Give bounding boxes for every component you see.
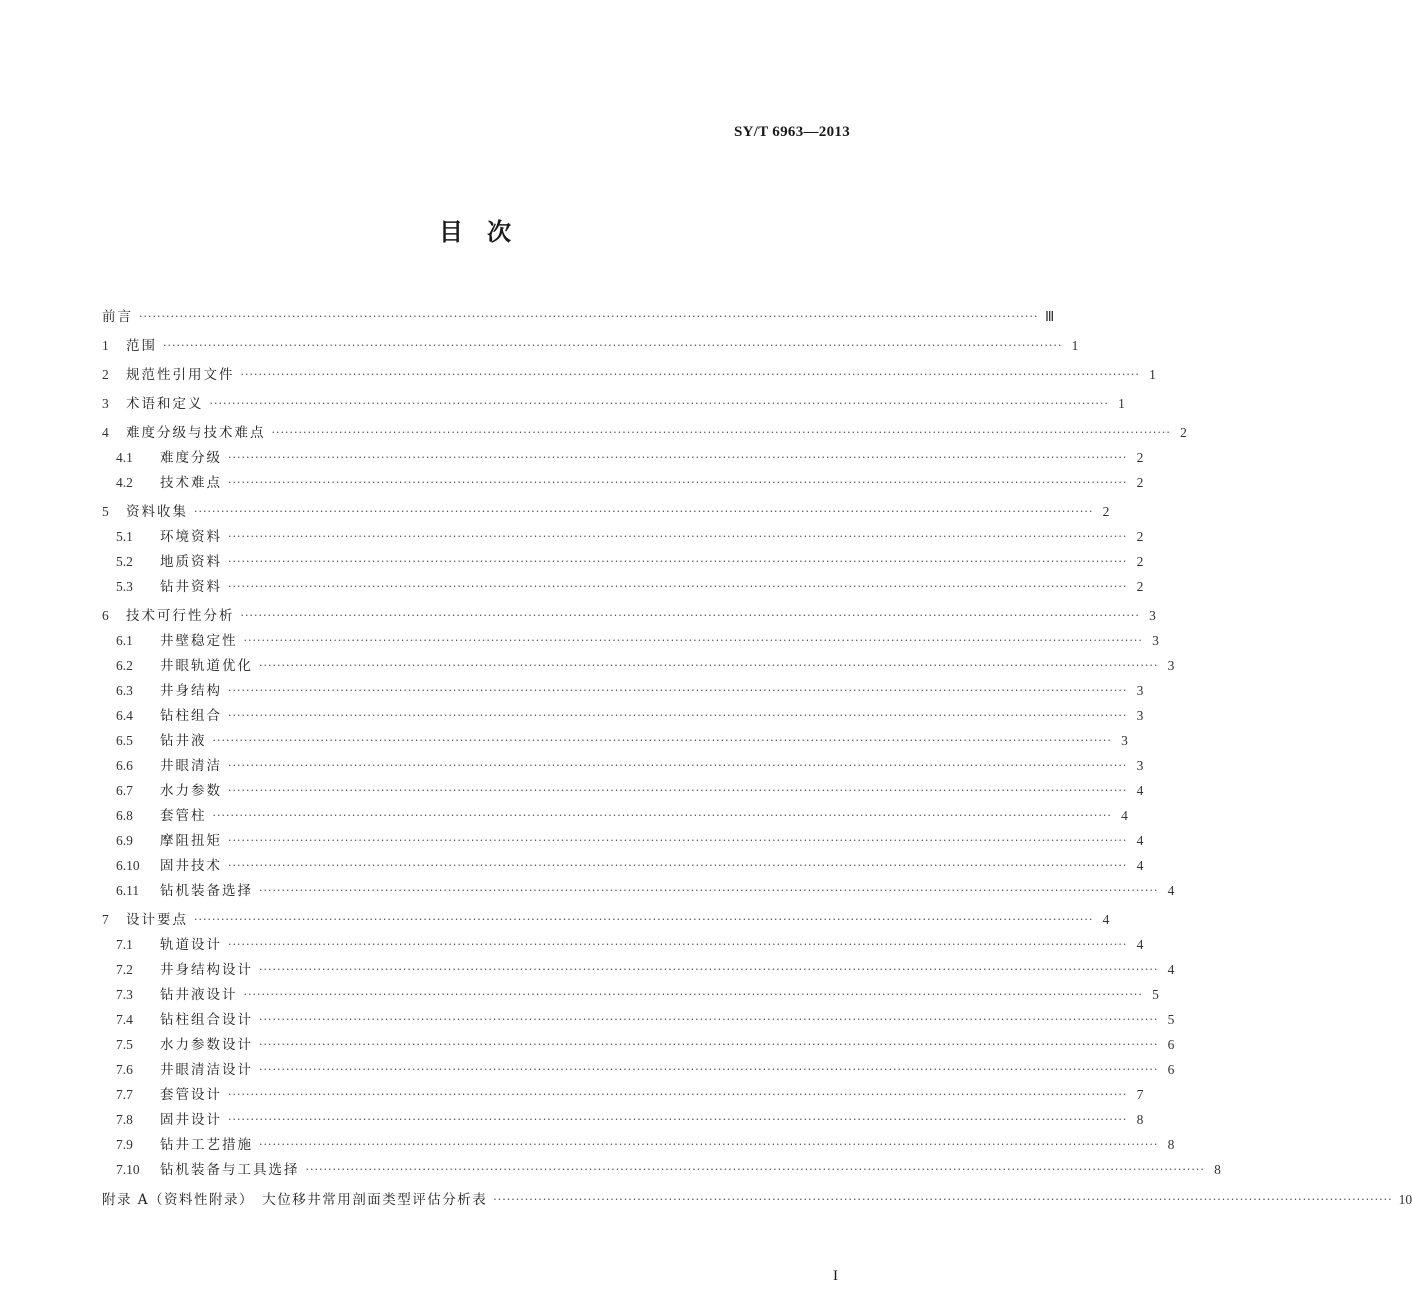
toc-entry-page: 2 — [1136, 554, 1144, 569]
toc-entry-page: 7 — [1136, 1087, 1144, 1102]
toc-entry-title: 井壁稳定性 — [160, 633, 238, 649]
toc-entry-title: 前言 — [102, 309, 133, 325]
toc-entry-number: 6.4 — [116, 708, 133, 723]
toc-entry-title: 难度分级与技术难点 — [126, 425, 266, 441]
toc-entry-page: 2 — [1136, 529, 1144, 544]
toc-leader-dots: ········································································································································································································ — [228, 938, 1128, 951]
toc-entry-title: 钻机装备与工具选择 — [160, 1162, 300, 1178]
toc-entry-title: 井眼清洁设计 — [160, 1062, 253, 1078]
toc-entry — [102, 1054, 1175, 1079]
toc-entry-number: 4 — [102, 425, 109, 440]
toc-leader-dots: ········································································································································································································ — [228, 834, 1128, 847]
toc-entry — [102, 625, 1159, 650]
toc-entry-page: 2 — [1180, 425, 1187, 440]
toc-entry-number: 6.8 — [116, 808, 133, 823]
toc-leader-dots: ········································································································································································································ — [271, 426, 1171, 439]
toc-entry-title: 环境资料 — [160, 529, 222, 545]
toc-entry — [102, 929, 1144, 954]
toc-leader-dots: ········································································································································································································ — [240, 368, 1140, 381]
toc-entry-page: 10 — [1398, 1192, 1412, 1207]
toc-entry-page: 4 — [1167, 962, 1175, 977]
toc-entry-title: 附录 A（资料性附录） 大位移井常用剖面类型评估分析表 — [102, 1192, 488, 1208]
toc-entry — [102, 979, 1159, 1004]
toc-leader-dots: ········································································································································································································ — [228, 555, 1128, 568]
toc-entry-number: 7.2 — [116, 962, 133, 977]
toc-leader-dots: ········································································································································································································ — [228, 859, 1128, 872]
toc-entry — [102, 650, 1175, 675]
toc-entry-title: 钻井液设计 — [160, 987, 238, 1003]
toc-entry-number: 7.6 — [116, 1062, 133, 1077]
toc-entry — [102, 775, 1144, 800]
toc-entry-number: 7 — [102, 912, 109, 927]
toc-leader-dots: ········································································································································································································ — [228, 709, 1128, 722]
toc-entry-title: 摩阻扭矩 — [160, 833, 222, 849]
toc-entry-title: 资料收集 — [126, 504, 188, 520]
toc-entry — [102, 521, 1144, 546]
toc-entry-page: 3 — [1121, 733, 1128, 748]
toc-entry — [102, 825, 1144, 850]
toc-entry-number: 3 — [102, 396, 109, 411]
toc-entry-number: 5.2 — [116, 554, 133, 569]
toc-leader-dots: ········································································································································································································ — [228, 1113, 1128, 1126]
toc-entry-title: 固井设计 — [160, 1112, 222, 1128]
toc-entry-page: Ⅲ — [1045, 309, 1055, 324]
toc-leader-dots: ········································································································································································································ — [228, 451, 1128, 464]
toc-entry-number: 5 — [102, 504, 109, 519]
page-title: 目 次 — [439, 218, 511, 246]
toc-leader-dots: ········································································································································································································ — [305, 1163, 1205, 1176]
toc-leader-dots: ········································································································································································································ — [228, 580, 1128, 593]
toc-leader-dots: ········································································································································································································ — [259, 1038, 1159, 1051]
toc-entry-page: 2 — [1136, 579, 1144, 594]
toc-entry-title: 技术难点 — [160, 475, 222, 491]
toc-entry-title: 设计要点 — [126, 912, 188, 928]
toc-entry-number: 6.3 — [116, 683, 133, 698]
toc-entry-title: 规范性引用文件 — [126, 367, 235, 383]
toc-entry — [102, 492, 1110, 521]
toc-entry-title: 水力参数 — [160, 783, 222, 799]
toc-leader-dots: ········································································································································································································ — [209, 397, 1109, 410]
toc-entry-page: 6 — [1167, 1037, 1175, 1052]
toc-entry — [102, 467, 1144, 492]
toc-entry — [102, 571, 1144, 596]
toc-entry — [102, 1004, 1175, 1029]
toc-entry — [102, 413, 1187, 442]
toc-entry-number: 7.8 — [116, 1112, 133, 1127]
toc-entry-number: 4.2 — [116, 475, 133, 490]
toc-leader-dots: ········································································································································································································ — [240, 609, 1140, 622]
table-of-contents — [102, 296, 1412, 1209]
toc-entry-page: 8 — [1136, 1112, 1144, 1127]
toc-entry-title: 钻机装备选择 — [160, 883, 253, 899]
toc-leader-dots: ········································································································································································································ — [228, 1088, 1128, 1101]
toc-entry — [102, 725, 1128, 750]
toc-entry-title: 井身结构设计 — [160, 962, 253, 978]
toc-entry-number: 6 — [102, 608, 109, 623]
toc-entry — [102, 800, 1128, 825]
toc-leader-dots: ········································································································································································································ — [228, 684, 1128, 697]
toc-entry-title: 地质资料 — [160, 554, 222, 570]
toc-entry-title: 固井技术 — [160, 858, 222, 874]
toc-entry — [102, 1129, 1175, 1154]
toc-entry-page: 8 — [1214, 1162, 1221, 1177]
toc-entry-number: 6.2 — [116, 658, 133, 673]
toc-entry-number: 5.3 — [116, 579, 133, 594]
toc-entry-title: 水力参数设计 — [160, 1037, 253, 1053]
toc-leader-dots: ········································································································································································································ — [259, 1013, 1159, 1026]
toc-leader-dots: ········································································································································································································ — [194, 505, 1094, 518]
toc-entry-page: 4 — [1136, 937, 1144, 952]
page-number: I — [833, 1268, 838, 1284]
toc-entry-title: 钻井液 — [160, 733, 207, 749]
toc-entry-number: 6.5 — [116, 733, 133, 748]
toc-leader-dots: ········································································································································································································ — [228, 784, 1128, 797]
toc-entry-page: 4 — [1167, 883, 1175, 898]
toc-leader-dots: ········································································································································································································ — [228, 759, 1128, 772]
toc-entry-page: 4 — [1102, 912, 1110, 927]
toc-entry-title: 套管设计 — [160, 1087, 222, 1103]
toc-entry-page: 8 — [1167, 1137, 1175, 1152]
toc-entry — [102, 954, 1175, 979]
toc-entry-number: 6.1 — [116, 633, 133, 648]
toc-entry-number: 6.11 — [116, 883, 140, 898]
toc-entry-page: 5 — [1152, 987, 1159, 1002]
toc-entry-page: 5 — [1167, 1012, 1175, 1027]
toc-entry — [102, 1179, 1412, 1209]
toc-entry — [102, 1104, 1144, 1129]
toc-entry — [102, 1029, 1175, 1054]
toc-leader-dots: ········································································································································································································ — [259, 1138, 1159, 1151]
toc-entry-title: 技术可行性分析 — [126, 608, 235, 624]
toc-leader-dots: ········································································································································································································ — [259, 1063, 1159, 1076]
toc-entry-page: 1 — [1071, 338, 1079, 353]
toc-entry — [102, 355, 1156, 384]
toc-entry — [102, 326, 1079, 355]
toc-entry-page: 6 — [1167, 1062, 1175, 1077]
toc-entry — [102, 442, 1144, 467]
toc-entry-page: 4 — [1136, 858, 1144, 873]
toc-entry-title: 轨道设计 — [160, 937, 222, 953]
toc-entry-title: 套管柱 — [160, 808, 207, 824]
toc-entry-page: 3 — [1136, 758, 1144, 773]
toc-entry — [102, 900, 1110, 929]
standard-code: SY/T 6963—2013 — [733, 124, 850, 140]
toc-entry-number: 7.3 — [116, 987, 133, 1002]
toc-entry-page: 2 — [1136, 475, 1144, 490]
toc-entry-title: 井身结构 — [160, 683, 222, 699]
toc-entry — [102, 296, 1055, 326]
toc-entry-number: 6.9 — [116, 833, 133, 848]
toc-entry-title: 钻井工艺措施 — [160, 1137, 253, 1153]
toc-leader-dots: ········································································································································································································ — [259, 659, 1159, 672]
toc-entry-number: 2 — [102, 367, 109, 382]
toc-entry-title: 钻井资料 — [160, 579, 222, 595]
toc-entry-page: 3 — [1136, 683, 1144, 698]
toc-entry — [102, 546, 1144, 571]
toc-leader-dots: ········································································································································································································ — [228, 476, 1128, 489]
toc-entry — [102, 596, 1156, 625]
toc-entry — [102, 675, 1144, 700]
toc-leader-dots: ········································································································································································································ — [259, 963, 1159, 976]
toc-leader-dots: ········································································································································································································ — [243, 634, 1143, 647]
toc-entry-number: 1 — [102, 338, 109, 353]
toc-leader-dots: ········································································································································································································ — [194, 913, 1094, 926]
toc-entry-number: 4.1 — [116, 450, 133, 465]
toc-entry-page: 1 — [1118, 396, 1125, 411]
toc-entry — [102, 875, 1175, 900]
toc-entry-page: 4 — [1136, 783, 1144, 798]
toc-entry-number: 7.5 — [116, 1037, 133, 1052]
toc-entry-number: 6.10 — [116, 858, 140, 873]
toc-entry-page: 1 — [1149, 367, 1156, 382]
toc-entry — [102, 1154, 1221, 1179]
toc-entry-title: 钻柱组合设计 — [160, 1012, 253, 1028]
toc-entry-number: 6.7 — [116, 783, 133, 798]
toc-entry-page: 4 — [1121, 808, 1128, 823]
toc-entry — [102, 750, 1144, 775]
toc-entry-title: 术语和定义 — [126, 396, 204, 412]
toc-entry-title: 范围 — [126, 338, 157, 354]
toc-entry-number: 5.1 — [116, 529, 133, 544]
toc-leader-dots: ········································································································································································································ — [228, 530, 1128, 543]
toc-entry-number: 7.10 — [116, 1162, 140, 1177]
toc-entry-number: 7.1 — [116, 937, 133, 952]
toc-entry-page: 3 — [1167, 658, 1175, 673]
toc-entry-page: 4 — [1136, 833, 1144, 848]
toc-leader-dots: ········································································································································································································ — [243, 988, 1143, 1001]
toc-leader-dots: ········································································································································································································ — [212, 809, 1112, 822]
toc-entry-title: 井眼轨道优化 — [160, 658, 253, 674]
toc-entry-number: 7.9 — [116, 1137, 133, 1152]
toc-entry-number: 6.6 — [116, 758, 133, 773]
toc-entry — [102, 700, 1144, 725]
toc-leader-dots: ········································································································································································································ — [139, 310, 1039, 323]
toc-entry — [102, 384, 1125, 413]
toc-entry-title: 难度分级 — [160, 450, 222, 466]
toc-entry-number: 7.4 — [116, 1012, 133, 1027]
toc-entry-title: 井眼清洁 — [160, 758, 222, 774]
toc-entry — [102, 1079, 1144, 1104]
toc-entry-page: 3 — [1149, 608, 1156, 623]
toc-entry-page: 3 — [1152, 633, 1159, 648]
toc-leader-dots: ········································································································································································································ — [212, 734, 1112, 747]
toc-leader-dots: ········································································································································································································ — [493, 1193, 1393, 1206]
toc-entry-number: 7.7 — [116, 1087, 133, 1102]
toc-entry-page: 2 — [1102, 504, 1110, 519]
toc-leader-dots: ········································································································································································································ — [259, 884, 1159, 897]
toc-entry-page: 3 — [1136, 708, 1144, 723]
toc-entry — [102, 850, 1144, 875]
toc-leader-dots: ········································································································································································································ — [163, 339, 1063, 352]
toc-entry-page: 2 — [1136, 450, 1144, 465]
toc-entry-title: 钻柱组合 — [160, 708, 222, 724]
